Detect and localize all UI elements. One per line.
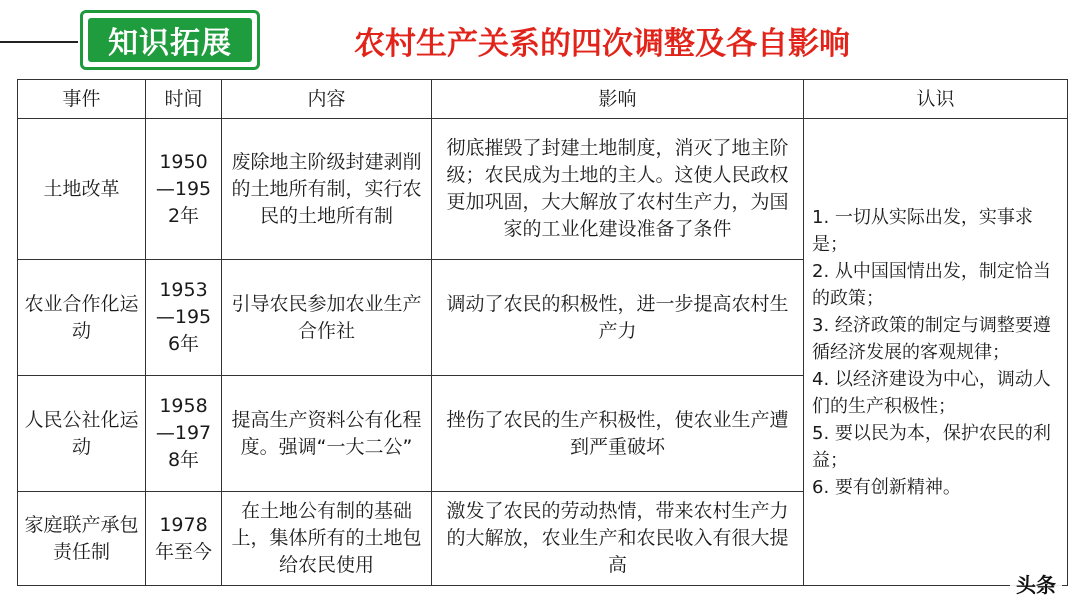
column-header-insight: 认识 [804,80,1068,119]
column-header-event: 事件 [18,80,146,119]
content-cell: 引导农民参加农业生产合作社 [222,260,432,376]
insight-cell [804,119,1068,586]
header-divider-line [0,41,78,43]
time-cell: 1953—1956年 [146,260,222,376]
impact-cell: 挫伤了农民的生产积极性，使农业生产遭到严重破坏 [432,376,804,492]
insight-item: 2. 从中国国情出发，制定恰当的政策； [812,260,1051,309]
content-cell: 在土地公有制的基础上，集体所有的土地包给农民使用 [222,492,432,586]
insight-item: 4. 以经济建设为中心，调动人们的生产积极性； [812,368,1051,417]
column-header-time: 时间 [146,80,222,119]
time-cell: 1950—1952年 [146,119,222,260]
section-badge [80,10,260,70]
page-title: 农村生产关系的四次调整及各自影响 [354,25,850,62]
impact-cell: 彻底摧毁了封建土地制度，消灭了地主阶级；农民成为土地的主人。这使人民政权更加巩固，大大解放了农村生产力，为国家的工业化建设准备了条件 [432,119,804,260]
insight-item: 5. 要以民为本，保护农民的利益； [812,422,1051,471]
insight-item: 1. 一切从实际出发，实事求是； [812,206,1033,255]
event-cell: 家庭联产承包责任制 [18,492,146,586]
impact-cell: 激发了农民的劳动热情，带来农村生产力的大解放，农业生产和农民收入有很大提高 [432,492,804,586]
event-cell: 土地改革 [18,119,146,260]
event-cell: 农业合作化运动 [18,260,146,376]
table-row [18,119,1068,260]
table-header-row [18,80,1068,119]
content-cell: 提高生产资料公有化程度。强调“一大二公” [222,376,432,492]
insight-item: 6. 要有创新精神。 [812,476,961,498]
insight-item: 3. 经济政策的制定与调整要遵循经济发展的客观规律； [812,314,1051,363]
column-header-impact: 影响 [432,80,804,119]
time-cell: 1958—1978年 [146,376,222,492]
knowledge-table [17,79,1068,586]
time-cell: 1978年至今 [146,492,222,586]
event-cell: 人民公社化运动 [18,376,146,492]
content-cell: 废除地主阶级封建剥削的土地所有制，实行农民的土地所有制 [222,119,432,260]
watermark-logo: 头条 [1010,567,1062,600]
section-badge-label: 知识拓展 [88,18,252,62]
column-header-content: 内容 [222,80,432,119]
impact-cell: 调动了农民的积极性，进一步提高农村生产力 [432,260,804,376]
